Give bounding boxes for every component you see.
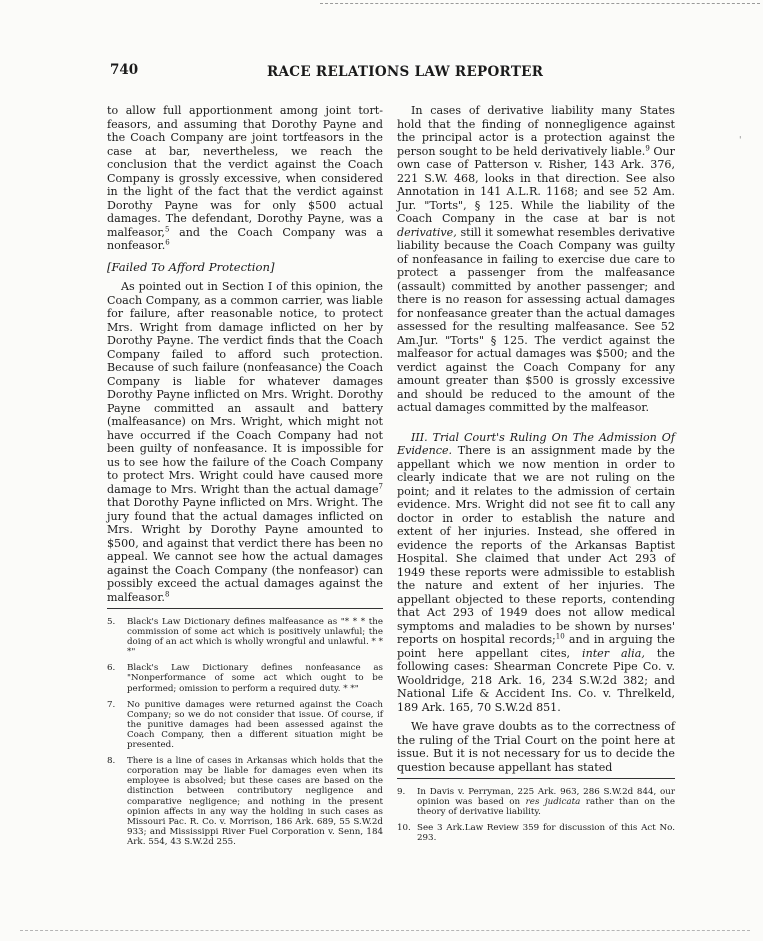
right-column bbox=[397, 104, 675, 849]
footnotes-right bbox=[397, 787, 675, 843]
right-paragraph-3: We have grave doubts as to the correctness of the ruling of the Trial Court on the point here at issue. But it is not necessary for us to decide the question because appellant has stated bbox=[397, 720, 675, 774]
footnote-7: 7. No punitive damages were returned against the Coach Company; so we do not consider that issue. Of course, if the punitive damages had been assessed against the Coach Company, then a different situation might be presented. bbox=[107, 699, 383, 751]
footnote-9: 9. In Davis v. Perryman, 225 Ark. 963, 286 S.W.2d 844, our opinion was based on res judicata rather than on the theory of derivative liability. bbox=[397, 787, 675, 818]
right-paragraph-2: III. Trial Court's Ruling On The Admission Of Evidence. There is an assignment made by the appellant which we now mention in order to clearly indicate that we are not ruling on the point; and it relates to the admission of certain evidence. Mrs. Wright did not see fit to call any doctor in order to establish the nature and extent of her injuries. Instead, she offered in evidence the reports of the Arkansas Baptist Hospital. She claimed that under Act 293 of 1949 these reports were admissible to establish the nature and extent of her injuries. The appellant objected to these reports, contending that Act 293 of 1949 does not allow medical symptoms and maladies to be shown by nurses' reports on hospital records;$^{10}$ and in arguing the point here appellant cites, inter alia, the following cases: Shearman Concrete Pipe Co. v. Wooldridge, 218 Ark. 16, 234 S.W.2d 382; and National Life & Accident Ins. Co. v. Threlkeld, 189 Ark. 165, 70 S.W.2d 851. bbox=[397, 430, 675, 714]
section-heading-failed-to-afford-protection: [Failed To Afford Protection] bbox=[107, 259, 275, 274]
right-paragraph-1: In cases of derivative liability many States hold that the finding of nonnegligence against the principal actor is a protection against the person sought to be held derivatively liable.$^9$ Our own case of Patterson v. Risher, 143 Ark. 376, 221 S.W. 468, looks in that direction. See also Annotation in 141 A.L.R. 1168; and see 52 Am. Jur. "Torts", § 125. While the liability of the Coach Company in the case at bar is not derivative, still it somewhat resembles derivative liability because the Coach Company was guilty of nonfeasance in failing to exercise due care to protect a passenger from the malfeasance (assault) committed by another passenger; and there is no reason for assessing actual damages for nonfeasance greater than the actual damages assessed for the resulting malfeasance. See 52 Am.Jur. "Torts" § 125. The verdict against the malfeasor for actual damages was $500; and the verdict against the Coach Company for any amount greater than $500 is grossly excessive and should be reduced to the amount of the actual damages committed by the malfeasor. bbox=[397, 104, 675, 414]
left-paragraph-1: to allow full apportionment among joint tort-feasors, and assuming that Dorothy Payne and the Coach Company are joint tortfeasors in the case at bar, nevertheless, we reach the conclusion that the verdict against the Coach Company is grossly excessive, when considered in the light of the fact that the verdict against Dorothy Payne was for only $500 actual damages. The defendant, Dorothy Payne, was a malfeasor,$^5$ and the Coach Company was a nonfeasor.$^6$ bbox=[107, 104, 383, 252]
footnote-ref-10[interactable]: 10 bbox=[555, 632, 565, 641]
footnote-divider-right bbox=[397, 778, 675, 779]
footnotes-left bbox=[107, 617, 383, 847]
footnote-ref-6[interactable]: 6 bbox=[165, 238, 170, 247]
running-head: RACE RELATIONS LAW REPORTER bbox=[267, 64, 544, 80]
bottom-edge-rule bbox=[20, 930, 750, 931]
footnote-ref-7[interactable]: 7 bbox=[378, 481, 383, 490]
left-paragraph-2: As pointed out in Section I of this opinion, the Coach Company, as a common carrier, was liable for failure, after reasonable notice, to protect Mrs. Wright from damage inflicted on her by Dorothy Payne. The verdict finds that the Coach Company failed to afford such protection. Because of such failure (nonfeasance) the Coach Company is liable for whatever damages Dorothy Payne inflicted on Mrs. Wright. Dorothy Payne committed an assault and battery (malfeasance) on Mrs. Wright, which might not have occurred if the Coach Company had not been guilty of nonfeasance. It is impossible for us to see how the failure of the Coach Company to protect Mrs. Wright could have caused more damage to Mrs. Wright than the actual damage$^7$ that Dorothy Payne inflicted on Mrs. Wright. The jury found that the actual damages inflicted on Mrs. Wright by Dorothy Payne amounted to $500, and against that verdict there has been no appeal. We cannot see how the actual damages against the Coach Company (the nonfeasor) can possibly exceed the actual damages against the malfeasor.$^8$ bbox=[107, 280, 383, 604]
top-edge-rule bbox=[320, 3, 760, 4]
section-heading-trial-court-ruling: III. Trial Court's Ruling On The Admission Of Evidence. bbox=[397, 430, 675, 457]
footnote-10: 10. See 3 Ark.Law Review 359 for discussion of this Act No. 293. bbox=[397, 823, 675, 844]
footnote-5: 5. Black's Law Dictionary defines malfeasance as "* * * the commission of some act which is positively unlawful; the doing of an act which is wholly wrongful and unlawful. * * *" bbox=[107, 617, 383, 658]
footnote-ref-5[interactable]: 5 bbox=[164, 224, 170, 233]
margin-mark: ' bbox=[739, 136, 742, 146]
footnote-divider bbox=[107, 608, 383, 609]
footnote-8: 8. There is a line of cases in Arkansas which holds that the corporation may be liable for damages even when its employee is absolved; but these cases are based on the distinction between contributory negligence and comparative negligence; and nothing in the present opinion affects in any way the holding in such cases as Missouri Pac. R. Co. v. Morrison, 186 Ark. 689, 55 S.W.2d 933; and Mississippi River Fuel Corporation v. Senn, 184 Ark. 554, 43 S.W.2d 255. bbox=[107, 756, 383, 847]
footnote-ref-9[interactable]: 9 bbox=[645, 143, 650, 152]
left-column bbox=[107, 104, 383, 853]
page-number: 740 bbox=[110, 62, 139, 78]
footnote-6: 6. Black's Law Dictionary defines nonfeasance as "Nonperformance of some act which ought to be performed; omission to perform a required duty. * *" bbox=[107, 663, 383, 694]
footnote-ref-8[interactable]: 8 bbox=[164, 589, 170, 598]
